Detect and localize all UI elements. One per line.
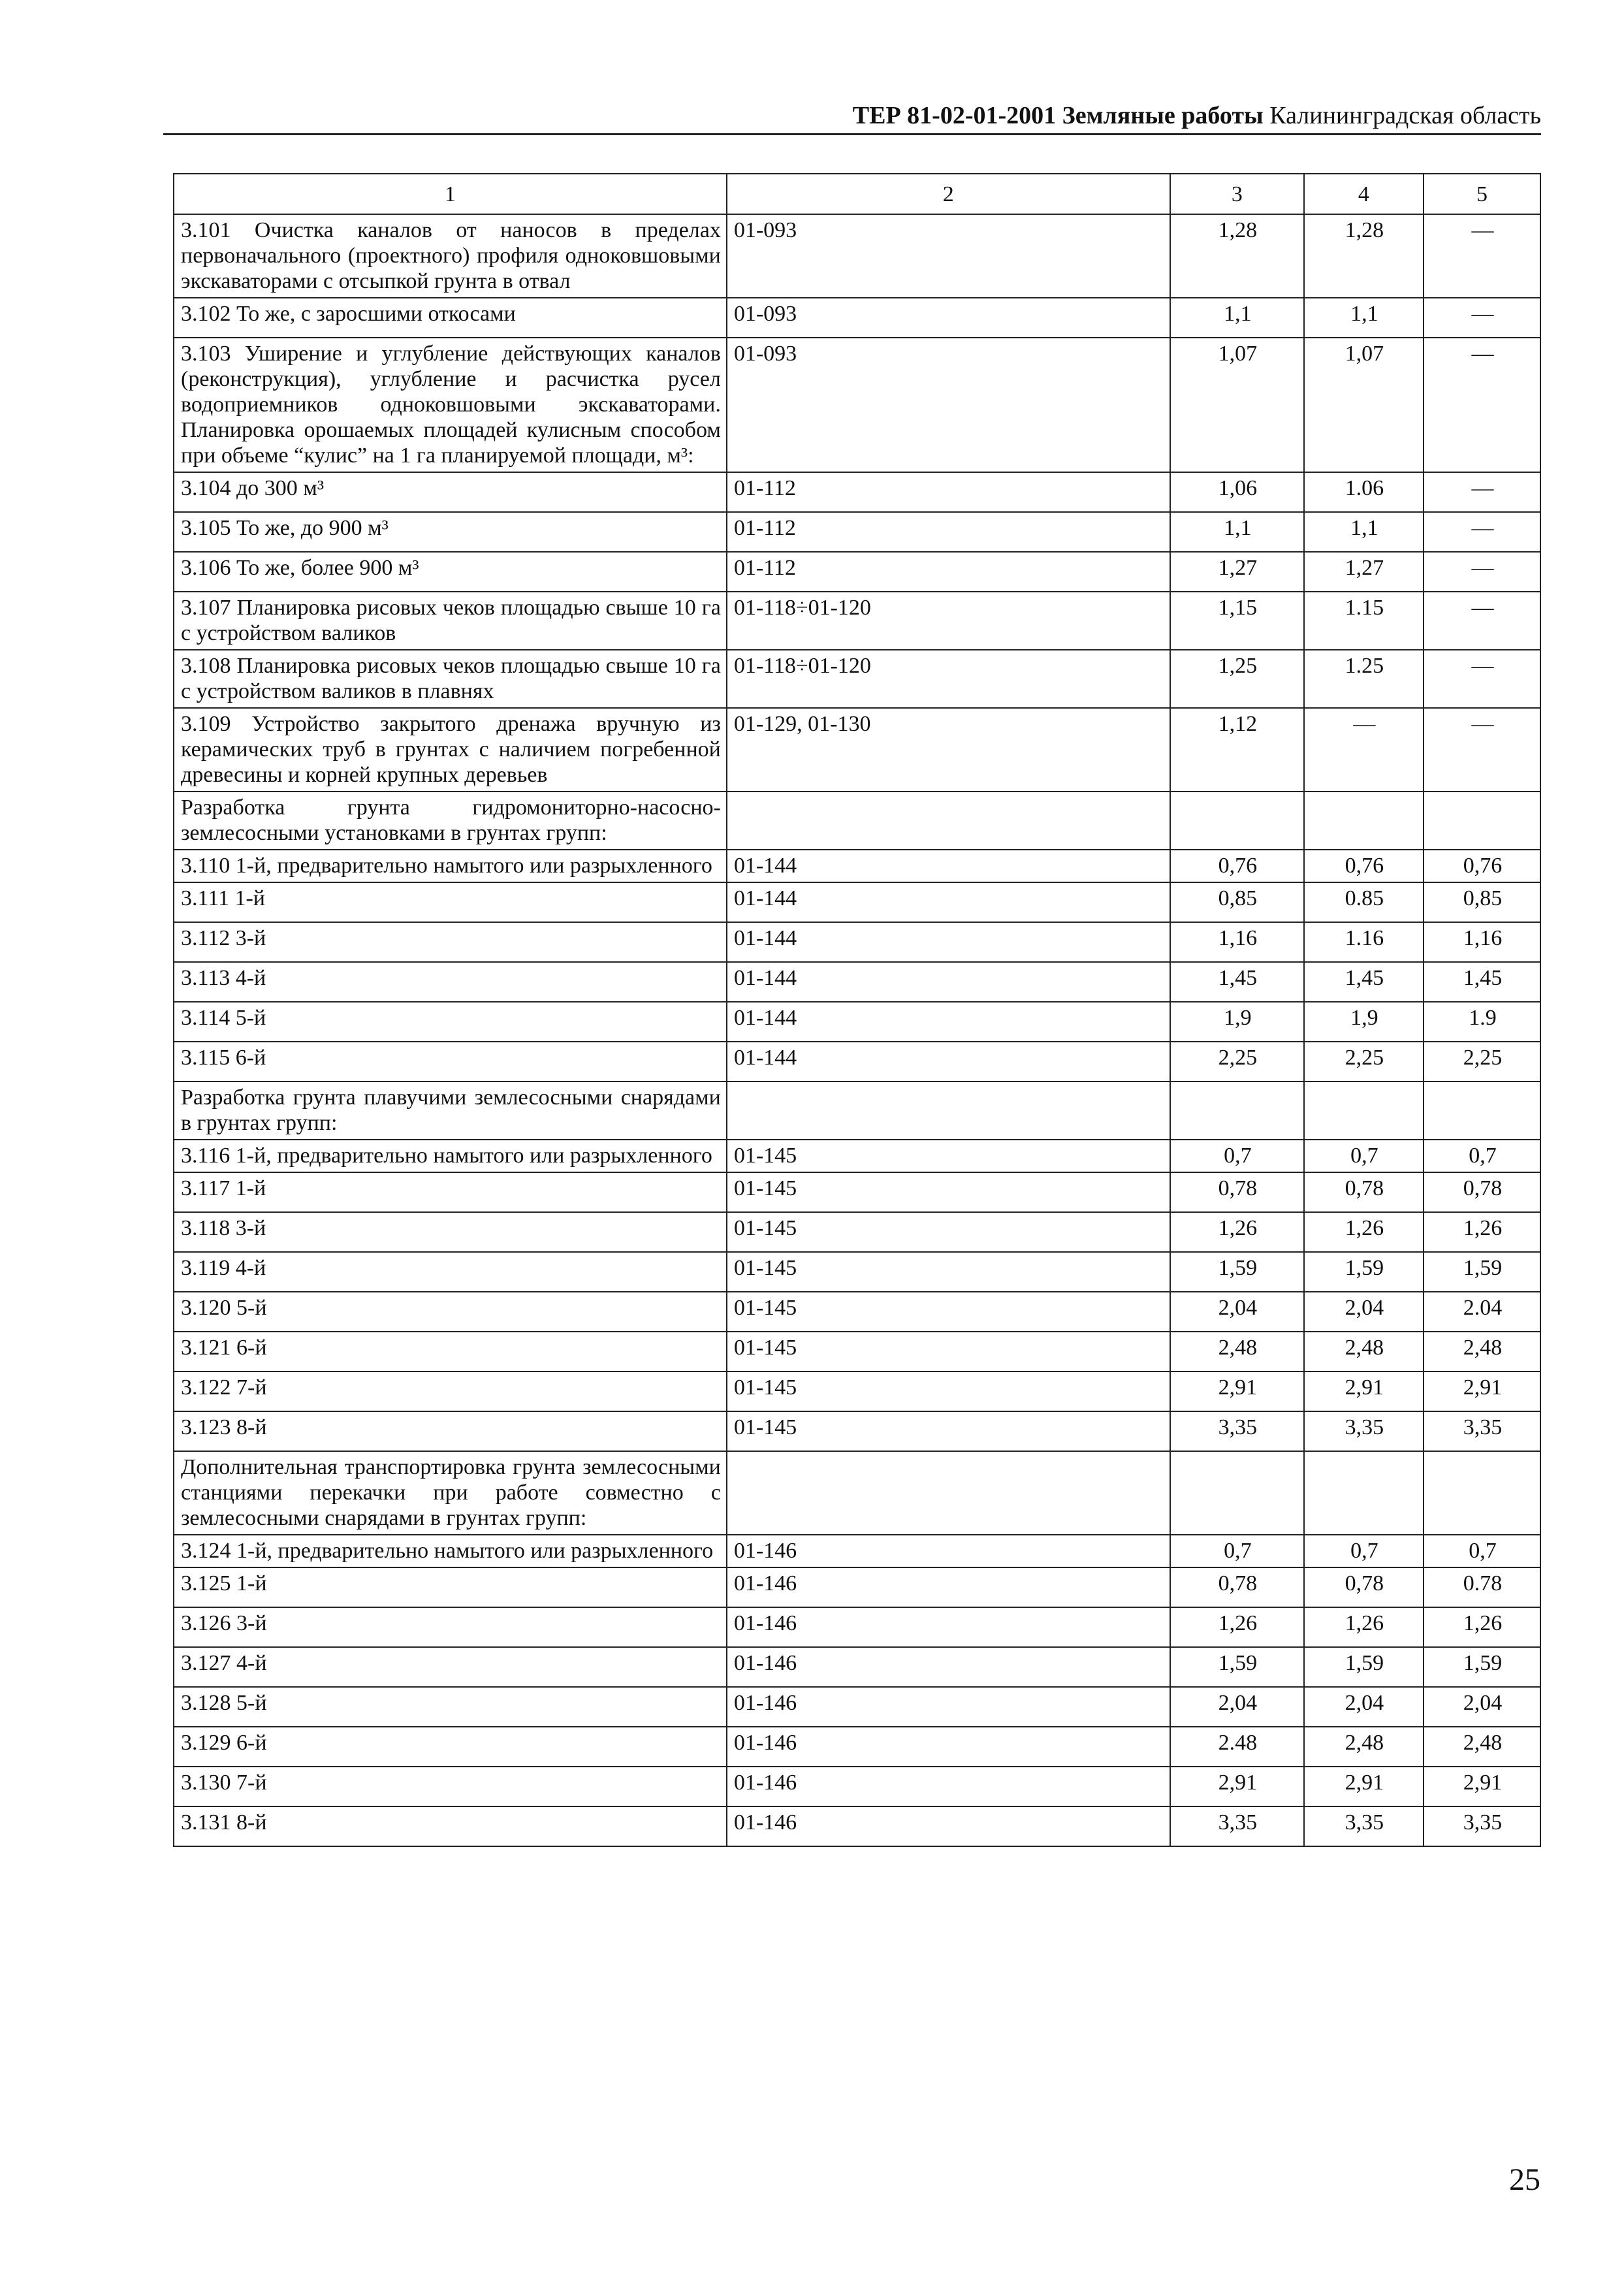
row-code: 01-144 [727, 922, 1170, 962]
row-coef-col3: 1,16 [1170, 922, 1304, 962]
row-description: 3.110 1-й, предварительно намытого или разрыхленного [174, 850, 727, 882]
column-number-row [174, 174, 1540, 214]
table-row [174, 1411, 1540, 1451]
row-coef-col4: 1,9 [1304, 1002, 1424, 1042]
row-coef-col5: — [1424, 592, 1540, 650]
row-coef-col4: 2,04 [1304, 1292, 1424, 1332]
row-coef-col3: 0,7 [1170, 1140, 1304, 1172]
row-code: 01-112 [727, 552, 1170, 592]
row-coef-col3 [1170, 1082, 1304, 1140]
row-coef-col3: 0,7 [1170, 1535, 1304, 1567]
row-coef-col4: 1.16 [1304, 922, 1424, 962]
row-coef-col5 [1424, 792, 1540, 850]
page-header [163, 98, 1541, 135]
row-description: Разработка грунта гидромониторно-насосно-землесосными установками в грунтах групп: [174, 792, 727, 850]
row-coef-col3: 1,26 [1170, 1607, 1304, 1647]
row-description: 3.120 5-й [174, 1292, 727, 1332]
row-coef-col5 [1424, 1451, 1540, 1535]
row-coef-col4: 0,7 [1304, 1140, 1424, 1172]
row-coef-col5: 1,59 [1424, 1252, 1540, 1292]
table-row [174, 592, 1540, 650]
row-coef-col5: — [1424, 298, 1540, 338]
page-number: 25 [1509, 2162, 1540, 2197]
row-coef-col3: 1,1 [1170, 512, 1304, 552]
row-coef-col4 [1304, 1082, 1424, 1140]
row-coef-col4: 0.85 [1304, 882, 1424, 922]
table-row [174, 1042, 1540, 1082]
row-description: 3.113 4-й [174, 962, 727, 1002]
row-coef-col5: 0,85 [1424, 882, 1540, 922]
row-coef-col5: 0,78 [1424, 1172, 1540, 1212]
row-coef-col3 [1170, 792, 1304, 850]
row-code: 01-146 [727, 1806, 1170, 1846]
row-coef-col3: 1,27 [1170, 552, 1304, 592]
table-row [174, 1082, 1540, 1140]
row-coef-col3: 1,06 [1170, 472, 1304, 512]
row-description: 3.118 3-й [174, 1212, 727, 1252]
row-description: 3.114 5-й [174, 1002, 727, 1042]
row-description: 3.123 8-й [174, 1411, 727, 1451]
row-code: 01-146 [727, 1767, 1170, 1806]
coefficients-table [173, 173, 1541, 1847]
row-code: 01-145 [727, 1411, 1170, 1451]
table-row [174, 1767, 1540, 1806]
row-code [727, 792, 1170, 850]
row-code: 01-144 [727, 882, 1170, 922]
table-row [174, 1451, 1540, 1535]
row-description: 3.104 до 300 м³ [174, 472, 727, 512]
row-coef-col3: 1,26 [1170, 1212, 1304, 1252]
row-coef-col5: 0,7 [1424, 1535, 1540, 1567]
column-number: 3 [1170, 174, 1304, 214]
row-coef-col5: — [1424, 708, 1540, 792]
row-coef-col4: 3,35 [1304, 1806, 1424, 1846]
row-coef-col5: 1,59 [1424, 1647, 1540, 1687]
row-coef-col3: 2,91 [1170, 1767, 1304, 1806]
row-description: 3.112 3-й [174, 922, 727, 962]
row-description: 3.131 8-й [174, 1806, 727, 1846]
row-coef-col3: 0,78 [1170, 1172, 1304, 1212]
row-code: 01-145 [727, 1332, 1170, 1371]
table-row [174, 792, 1540, 850]
row-coef-col5: 2,48 [1424, 1727, 1540, 1767]
table-row [174, 1647, 1540, 1687]
table-row [174, 850, 1540, 882]
row-description: 3.105 То же, до 900 м³ [174, 512, 727, 552]
row-coef-col5: 0,76 [1424, 850, 1540, 882]
row-coef-col5: 3,35 [1424, 1411, 1540, 1451]
row-coef-col3: 1,59 [1170, 1647, 1304, 1687]
row-coef-col4: 0,78 [1304, 1172, 1424, 1212]
row-coef-col4: 1,45 [1304, 962, 1424, 1002]
row-description: 3.119 4-й [174, 1252, 727, 1292]
row-description: 3.124 1-й, предварительно намытого или разрыхленного [174, 1535, 727, 1567]
row-code: 01-145 [727, 1252, 1170, 1292]
row-coef-col3: 0,76 [1170, 850, 1304, 882]
row-description: 3.121 6-й [174, 1332, 727, 1371]
row-code [727, 1082, 1170, 1140]
table-body [174, 214, 1540, 1846]
row-coef-col4: 1,07 [1304, 338, 1424, 472]
table-row [174, 1567, 1540, 1607]
row-coef-col4: 0,76 [1304, 850, 1424, 882]
row-coef-col3: 1,45 [1170, 962, 1304, 1002]
row-description: 3.129 6-й [174, 1727, 727, 1767]
row-coef-col5: 1,45 [1424, 962, 1540, 1002]
row-coef-col3: 2.48 [1170, 1727, 1304, 1767]
row-coef-col5: 2,04 [1424, 1687, 1540, 1727]
row-coef-col3: 3,35 [1170, 1411, 1304, 1451]
column-number: 1 [174, 174, 727, 214]
row-code: 01-146 [727, 1647, 1170, 1687]
row-coef-col5: — [1424, 214, 1540, 298]
row-coef-col4: 1,59 [1304, 1252, 1424, 1292]
row-coef-col4: 1.15 [1304, 592, 1424, 650]
row-code: 01-144 [727, 962, 1170, 1002]
row-coef-col4: 1.06 [1304, 472, 1424, 512]
column-number: 2 [727, 174, 1170, 214]
row-coef-col4: 3,35 [1304, 1411, 1424, 1451]
row-coef-col4: 2,25 [1304, 1042, 1424, 1082]
row-coef-col3 [1170, 1451, 1304, 1535]
row-description: 3.125 1-й [174, 1567, 727, 1607]
table-row [174, 214, 1540, 298]
row-coef-col5: 0.78 [1424, 1567, 1540, 1607]
document-title: Земляные работы [1062, 102, 1264, 129]
table-row [174, 922, 1540, 962]
table-row [174, 1292, 1540, 1332]
row-code: 01-146 [727, 1567, 1170, 1607]
row-code: 01-146 [727, 1727, 1170, 1767]
row-coef-col5: — [1424, 512, 1540, 552]
row-coef-col4 [1304, 792, 1424, 850]
row-coef-col4: 0,78 [1304, 1567, 1424, 1607]
row-code: 01-093 [727, 338, 1170, 472]
row-description: Дополнительная транспортировка грунта землесосными станциями перекачки при работе совместно с землесосными снарядами в грунтах групп: [174, 1451, 727, 1535]
column-number: 4 [1304, 174, 1424, 214]
row-description: Разработка грунта плавучими землесосными снарядами в грунтах групп: [174, 1082, 727, 1140]
row-code: 01-145 [727, 1292, 1170, 1332]
row-coef-col5: 3,35 [1424, 1806, 1540, 1846]
row-description: 3.108 Планировка рисовых чеков площадью свыше 10 га с устройством валиков в плавнях [174, 650, 727, 708]
row-coef-col3: 0,78 [1170, 1567, 1304, 1607]
table-row [174, 1371, 1540, 1411]
row-description: 3.130 7-й [174, 1767, 727, 1806]
table-row [174, 1687, 1540, 1727]
row-description: 3.127 4-й [174, 1647, 727, 1687]
row-code: 01-145 [727, 1140, 1170, 1172]
row-coef-col5: 1,26 [1424, 1607, 1540, 1647]
row-coef-col4: 1,26 [1304, 1607, 1424, 1647]
row-code: 01-129, 01-130 [727, 708, 1170, 792]
row-coef-col5: 1,26 [1424, 1212, 1540, 1252]
row-description: 3.103 Уширение и углубление действующих каналов (реконструкция), углубление и расчистка русел водоприемников одноковшовыми экскаваторами. Планировка орошаемых площадей кулисным способом при объеме “кулис” на 1 га планируемой площади, м³: [174, 338, 727, 472]
row-coef-col4: 1,26 [1304, 1212, 1424, 1252]
row-coef-col5: — [1424, 338, 1540, 472]
row-code: 01-144 [727, 1042, 1170, 1082]
row-coef-col3: 1,9 [1170, 1002, 1304, 1042]
table-row [174, 1535, 1540, 1567]
row-coef-col5: 2,91 [1424, 1371, 1540, 1411]
row-coef-col4: 1,1 [1304, 298, 1424, 338]
row-code: 01-093 [727, 214, 1170, 298]
row-code: 01-146 [727, 1535, 1170, 1567]
row-coef-col3: 0,85 [1170, 882, 1304, 922]
row-description: 3.101 Очистка каналов от наносов в пределах первоначального (проектного) профиля одноковшовыми экскаваторами с отсыпкой грунта в отвал [174, 214, 727, 298]
row-coef-col3: 2,91 [1170, 1371, 1304, 1411]
row-coef-col3: 1,15 [1170, 592, 1304, 650]
row-coef-col3: 1,28 [1170, 214, 1304, 298]
table-row [174, 512, 1540, 552]
row-description: 3.109 Устройство закрытого дренажа вручную из керамических труб в грунтах с наличием погребенной древесины и корней крупных деревьев [174, 708, 727, 792]
row-code: 01-145 [727, 1172, 1170, 1212]
row-code: 01-118÷01-120 [727, 592, 1170, 650]
table-row [174, 1332, 1540, 1371]
row-coef-col4: 1,28 [1304, 214, 1424, 298]
row-coef-col3: 3,35 [1170, 1806, 1304, 1846]
table-row [174, 650, 1540, 708]
row-coef-col5: 0,7 [1424, 1140, 1540, 1172]
table-row [174, 1172, 1540, 1212]
row-coef-col3: 2,25 [1170, 1042, 1304, 1082]
row-code: 01-118÷01-120 [727, 650, 1170, 708]
row-coef-col5: — [1424, 650, 1540, 708]
table-row [174, 1252, 1540, 1292]
row-description: 3.102 То же, с заросшими откосами [174, 298, 727, 338]
table-row [174, 338, 1540, 472]
row-code: 01-145 [727, 1212, 1170, 1252]
row-description: 3.117 1-й [174, 1172, 727, 1212]
row-description: 3.126 3-й [174, 1607, 727, 1647]
row-coef-col3: 1,1 [1170, 298, 1304, 338]
row-coef-col3: 1,07 [1170, 338, 1304, 472]
row-coef-col5: 2,25 [1424, 1042, 1540, 1082]
row-description: 3.111 1-й [174, 882, 727, 922]
row-coef-col5: 1,16 [1424, 922, 1540, 962]
row-code [727, 1451, 1170, 1535]
table-row [174, 1140, 1540, 1172]
row-code: 01-146 [727, 1607, 1170, 1647]
row-coef-col4: 1,27 [1304, 552, 1424, 592]
document-region: Калининградская область [1269, 102, 1541, 129]
row-coef-col4: 1,1 [1304, 512, 1424, 552]
table-row [174, 1002, 1540, 1042]
row-coef-col4: — [1304, 708, 1424, 792]
table-row [174, 1727, 1540, 1767]
row-coef-col3: 1,12 [1170, 708, 1304, 792]
row-coef-col5: — [1424, 472, 1540, 512]
row-coef-col4: 1.25 [1304, 650, 1424, 708]
table-row [174, 472, 1540, 512]
row-code: 01-145 [727, 1371, 1170, 1411]
document-code: ТЕР 81-02-01-2001 [852, 102, 1057, 129]
row-code: 01-112 [727, 512, 1170, 552]
table-row [174, 1607, 1540, 1647]
row-coef-col5: 2.04 [1424, 1292, 1540, 1332]
row-coef-col3: 1,25 [1170, 650, 1304, 708]
row-code: 01-093 [727, 298, 1170, 338]
row-code: 01-144 [727, 1002, 1170, 1042]
row-coef-col5: — [1424, 552, 1540, 592]
row-coef-col5: 2,48 [1424, 1332, 1540, 1371]
row-coef-col4: 1,59 [1304, 1647, 1424, 1687]
table-row [174, 708, 1540, 792]
row-coef-col4: 2,48 [1304, 1727, 1424, 1767]
row-coef-col4: 2,04 [1304, 1687, 1424, 1727]
table-row [174, 298, 1540, 338]
row-coef-col5: 1.9 [1424, 1002, 1540, 1042]
row-coef-col5: 2,91 [1424, 1767, 1540, 1806]
row-coef-col4: 2,91 [1304, 1371, 1424, 1411]
row-code: 01-144 [727, 850, 1170, 882]
row-description: 3.106 То же, более 900 м³ [174, 552, 727, 592]
row-description: 3.115 6-й [174, 1042, 727, 1082]
table-row [174, 962, 1540, 1002]
table-row [174, 1806, 1540, 1846]
row-coef-col4 [1304, 1451, 1424, 1535]
table-row [174, 552, 1540, 592]
row-code: 01-146 [727, 1687, 1170, 1727]
row-description: 3.122 7-й [174, 1371, 727, 1411]
row-description: 3.116 1-й, предварительно намытого или разрыхленного [174, 1140, 727, 1172]
row-coef-col3: 2,04 [1170, 1687, 1304, 1727]
row-code: 01-112 [727, 472, 1170, 512]
row-description: 3.128 5-й [174, 1687, 727, 1727]
row-description: 3.107 Планировка рисовых чеков площадью свыше 10 га с устройством валиков [174, 592, 727, 650]
row-coef-col3: 2,04 [1170, 1292, 1304, 1332]
row-coef-col3: 2,48 [1170, 1332, 1304, 1371]
row-coef-col3: 1,59 [1170, 1252, 1304, 1292]
row-coef-col4: 2,91 [1304, 1767, 1424, 1806]
row-coef-col4: 0,7 [1304, 1535, 1424, 1567]
row-coef-col4: 2,48 [1304, 1332, 1424, 1371]
column-number: 5 [1424, 174, 1540, 214]
table-row [174, 882, 1540, 922]
row-coef-col5 [1424, 1082, 1540, 1140]
table-row [174, 1212, 1540, 1252]
